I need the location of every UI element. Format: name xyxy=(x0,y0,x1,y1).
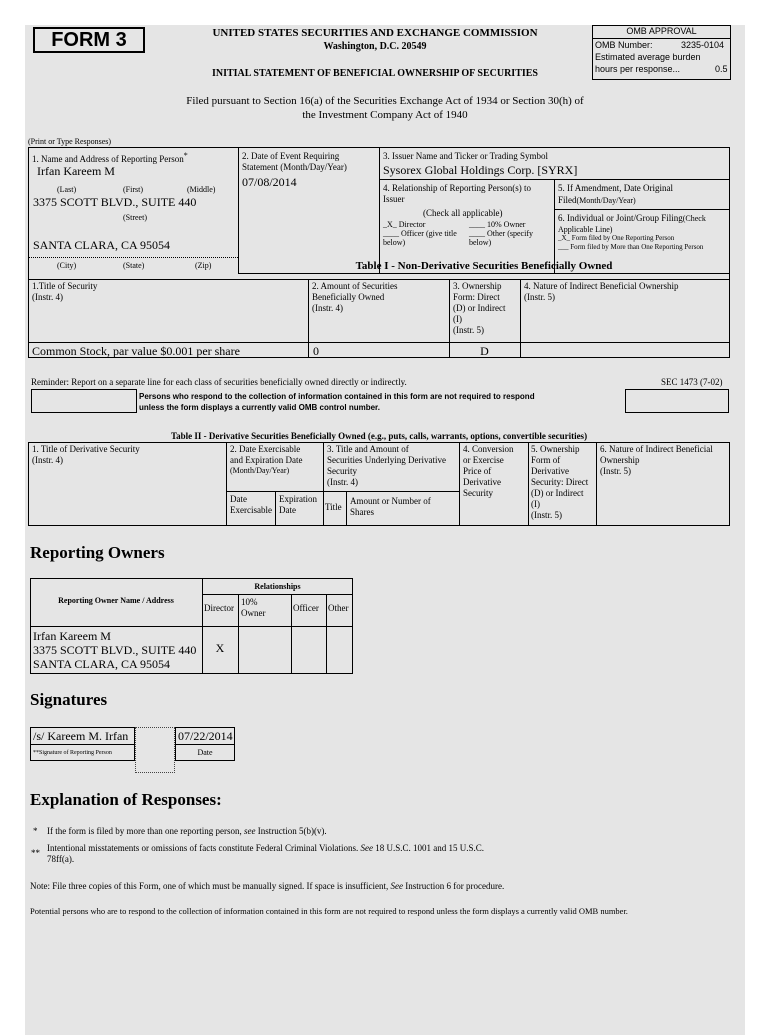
box6-label xyxy=(558,213,706,224)
owner-city: SANTA CLARA, CA 95054 xyxy=(33,657,171,671)
signature-label-text: Signature of Reporting Person xyxy=(39,750,112,756)
explanation-heading: Explanation of Responses: xyxy=(30,790,222,809)
t2-c2-d: Date xyxy=(230,494,247,504)
street-label: (Street) xyxy=(123,213,147,222)
box4-label-line1: 4. Relationship of Reporting Person(s) to xyxy=(383,183,531,193)
form-sheet xyxy=(25,25,745,1035)
last-label: (Last) xyxy=(57,185,77,194)
table1-col3-d: (I) xyxy=(453,314,462,324)
t2-c5-e: (D) or Indirect xyxy=(531,488,584,498)
t2-c3-f: Amount or Number of xyxy=(350,496,431,506)
t2-c3-e: Title xyxy=(325,502,342,512)
filed-pursuant-line1: Filed pursuant to Section 16(a) of the Securities Exchange Act of 1934 or Section 30(h) of xyxy=(186,95,584,107)
t2-c2-b: and Expiration Date xyxy=(230,455,303,465)
t2-c1-a: 1. Title of Derivative Security xyxy=(32,444,140,454)
signature-value: /s/ Kareem M. Irfan xyxy=(33,729,129,743)
box3-label: 3. Issuer Name and Ticker or Trading Symbol xyxy=(383,151,548,161)
note1-see: see xyxy=(243,826,256,836)
issuer-name: Sysorex Global Holdings Corp. [SYRX] xyxy=(383,163,578,177)
note1-tail: Instruction 5(b)(v). xyxy=(257,826,327,836)
note2-see: See xyxy=(360,843,373,853)
table1-title: Table I - Non-Derivative Securities Beneficially Owned xyxy=(355,260,613,272)
state-label: (State) xyxy=(123,261,145,270)
table1-col2-a: 2. Amount of Securities xyxy=(312,281,398,291)
signature-label xyxy=(33,749,112,758)
persons-respond-line1: Persons who respond to the collection of information contained in this form are not required to respond xyxy=(139,392,535,401)
owner-street: 3375 SCOTT BLVD., SUITE 440 xyxy=(33,643,197,657)
t2-c3-c: Security xyxy=(327,466,357,476)
filed-date-hint: (Month/Day/Year) xyxy=(576,196,636,205)
t2-c3-b: Securities Underlying Derivative xyxy=(327,455,446,465)
omb-title: OMB APPROVAL xyxy=(626,26,697,36)
director-checkbox[interactable]: _X_ Director xyxy=(383,220,426,229)
explanation-star2: ** xyxy=(31,848,40,858)
signature-spacer xyxy=(135,727,175,773)
explanation-note4: Potential persons who are to respond to the collection of information contained in this form are not required to respond unless the form displays a currently valid OMB number. xyxy=(30,906,628,916)
omb-number-label: OMB Number: xyxy=(595,40,653,50)
t2-c2-a: 2. Date Exercisable xyxy=(230,444,301,454)
director-header: Director xyxy=(204,603,234,613)
omb-burden-line2: hours per response... xyxy=(595,64,681,74)
box1-label xyxy=(32,151,188,165)
t2-c5-c: Derivative xyxy=(531,466,569,476)
table1-col3-a: 3. Ownership xyxy=(453,281,502,291)
event-date: 07/08/2014 xyxy=(242,175,297,189)
explanation-note2 xyxy=(47,843,567,854)
persons-respond-line2: unless the form displays a currently valid OMB control number. xyxy=(139,403,380,412)
box2-label-line2: Statement (Month/Day/Year) xyxy=(242,162,347,172)
reporting-owners-heading: Reporting Owners xyxy=(30,543,165,562)
amount-owned-cell: 0 xyxy=(313,344,319,358)
note3-text-a: Note: File three copies of this Form, one of which must be manually signed. If space is insufficient, xyxy=(30,881,389,891)
t2-c2-g: Date xyxy=(279,505,296,515)
t2-c3-g: Shares xyxy=(350,507,374,517)
t2-c4-e: Security xyxy=(463,488,493,498)
t2-c5-f: (I) xyxy=(531,499,540,509)
print-type-note: (Print or Type Responses) xyxy=(28,137,112,146)
note3-see: See xyxy=(390,881,404,891)
officer-below: below) xyxy=(383,238,406,247)
signature-label-star: ** xyxy=(33,750,39,756)
t2-c4-d: Derivative xyxy=(463,477,501,487)
check-all-label: (Check all applicable) xyxy=(423,208,503,218)
owner-name: Irfan Kareem M xyxy=(33,629,111,643)
filed-label: Filed xyxy=(558,195,577,205)
t2-c6-c: (Instr. 5) xyxy=(600,466,631,476)
table1-col4-b: (Instr. 5) xyxy=(524,292,555,302)
t2-c3-d: (Instr. 4) xyxy=(327,477,358,487)
reporting-person-name: Irfan Kareem M xyxy=(37,164,115,178)
officer-header: Officer xyxy=(293,603,319,613)
box1-label-text: 1. Name and Address of Reporting Person xyxy=(32,154,184,164)
officer-checkbox[interactable]: ____ Officer (give title xyxy=(383,229,457,238)
agency-name: UNITED STATES SECURITIES AND EXCHANGE COMMISSION xyxy=(212,27,538,39)
zip-label: (Zip) xyxy=(195,261,212,270)
explanation-note2-line2: 78ff(a). xyxy=(47,854,75,864)
omb-burden-line1: Estimated average burden xyxy=(595,52,701,62)
reminder-text: Reminder: Report on a separate line for each class of securities beneficially owned directly or indirectly. xyxy=(31,377,407,387)
explanation-star1: * xyxy=(33,826,38,836)
ownership-form-cell: D xyxy=(480,344,489,358)
sec-code: SEC 1473 (7-02) xyxy=(661,377,723,387)
date-label: Date xyxy=(197,748,213,757)
table1-col1-instr: (Instr. 4) xyxy=(32,292,63,302)
t2-c3-a: 3. Title and Amount of xyxy=(327,444,409,454)
omb-burden-value: 0.5 xyxy=(715,64,728,74)
middle-label: (Middle) xyxy=(187,185,216,194)
t2-c6-b: Ownership xyxy=(600,455,640,465)
t2-c2-c: (Month/Day/Year) xyxy=(230,466,290,475)
box1-star: * xyxy=(183,151,188,160)
signature-date: 07/22/2014 xyxy=(178,729,233,743)
box6-label-text: 6. Individual or Joint/Group Filing xyxy=(558,213,683,223)
first-label: (First) xyxy=(123,185,143,194)
table1-col1-header: 1.Title of Security xyxy=(32,281,98,291)
t2-c2-f: Expiration xyxy=(279,494,317,504)
t2-c6-a: 6. Nature of Indirect Beneficial xyxy=(600,444,713,454)
agency-location: Washington, D.C. 20549 xyxy=(323,41,427,52)
box2-label-line1: 2. Date of Event Requiring xyxy=(242,151,340,161)
form-title: INITIAL STATEMENT OF BENEFICIAL OWNERSHIP OF SECURITIES xyxy=(211,68,538,79)
note1-text: If the form is filed by more than one reporting person, xyxy=(47,826,242,836)
security-title-cell: Common Stock, par value $0.001 per share xyxy=(32,344,240,358)
form-number: FORM 3 xyxy=(51,29,127,51)
t2-c5-g: (Instr. 5) xyxy=(531,510,562,520)
table1-col3-e: (Instr. 5) xyxy=(453,325,484,335)
multi-person-option[interactable]: ___ Form filed by More than One Reporting Person xyxy=(558,243,704,251)
right-spacer-box xyxy=(625,389,729,413)
signatures-heading: Signatures xyxy=(30,690,108,709)
omb-number-value: 3235-0104 xyxy=(681,40,725,50)
other-below: below) xyxy=(469,238,492,247)
note3-text-b: Instruction 6 for procedure. xyxy=(405,881,505,891)
t2-c1-b: (Instr. 4) xyxy=(32,455,63,465)
owner-name-header: Reporting Owner Name / Address xyxy=(58,596,174,605)
other-header: Other xyxy=(328,603,349,613)
table1-col2-c: (Instr. 4) xyxy=(312,303,343,313)
explanation-note1 xyxy=(47,826,327,837)
filed-pursuant-line2: the Investment Company Act of 1940 xyxy=(302,109,468,121)
box6-label-small: (Check xyxy=(682,214,706,223)
note2-text-b: 18 U.S.C. 1001 and 15 U.S.C. xyxy=(375,843,485,853)
box5-label: 5. If Amendment, Date Original xyxy=(558,183,673,193)
table1-col2-b: Beneficially Owned xyxy=(312,292,385,302)
table1-col3-b: Form: Direct xyxy=(453,292,500,302)
city-label: (City) xyxy=(57,261,77,270)
ten-pct-owner-checkbox[interactable]: ____ 10% Owner xyxy=(469,220,526,229)
t2-c5-a: 5. Ownership xyxy=(531,444,580,454)
city-value: SANTA CLARA, CA 95054 xyxy=(33,238,171,252)
box6-applicable: Applicable Line) xyxy=(558,225,613,234)
t2-c2-e: Exercisable xyxy=(230,505,272,515)
table1-col4-a: 4. Nature of Indirect Beneficial Ownership xyxy=(524,281,679,291)
box4-label-line2: Issuer xyxy=(383,194,405,204)
explanation-note3 xyxy=(30,881,504,892)
director-mark: X xyxy=(215,641,225,655)
ten-pct-header-b: Owner xyxy=(241,608,266,618)
ten-pct-header-a: 10% xyxy=(241,597,258,607)
one-person-option[interactable]: _X_ Form filed by One Reporting Person xyxy=(558,234,675,242)
street-value: 3375 SCOTT BLVD., SUITE 440 xyxy=(33,195,197,209)
box5-filed xyxy=(558,195,636,206)
table1-col3-c: (D) or Indirect xyxy=(453,303,506,313)
relationships-header: Relationships xyxy=(254,582,301,591)
t2-c5-d: Security: Direct xyxy=(531,477,589,487)
t2-c4-a: 4. Conversion xyxy=(463,444,514,454)
t2-c4-b: or Exercise xyxy=(463,455,504,465)
table2-title: Table II - Derivative Securities Beneficially Owned (e.g., puts, calls, warrants, options, convertible securities) xyxy=(170,431,588,441)
t2-c5-b: Form of xyxy=(531,455,561,465)
note2-text-a: Intentional misstatements or omissions of facts constitute Federal Criminal Violations. xyxy=(47,843,359,853)
other-checkbox[interactable]: ____ Other (specify xyxy=(469,229,533,238)
left-spacer-box xyxy=(31,389,137,413)
t2-c4-c: Price of xyxy=(463,466,492,476)
